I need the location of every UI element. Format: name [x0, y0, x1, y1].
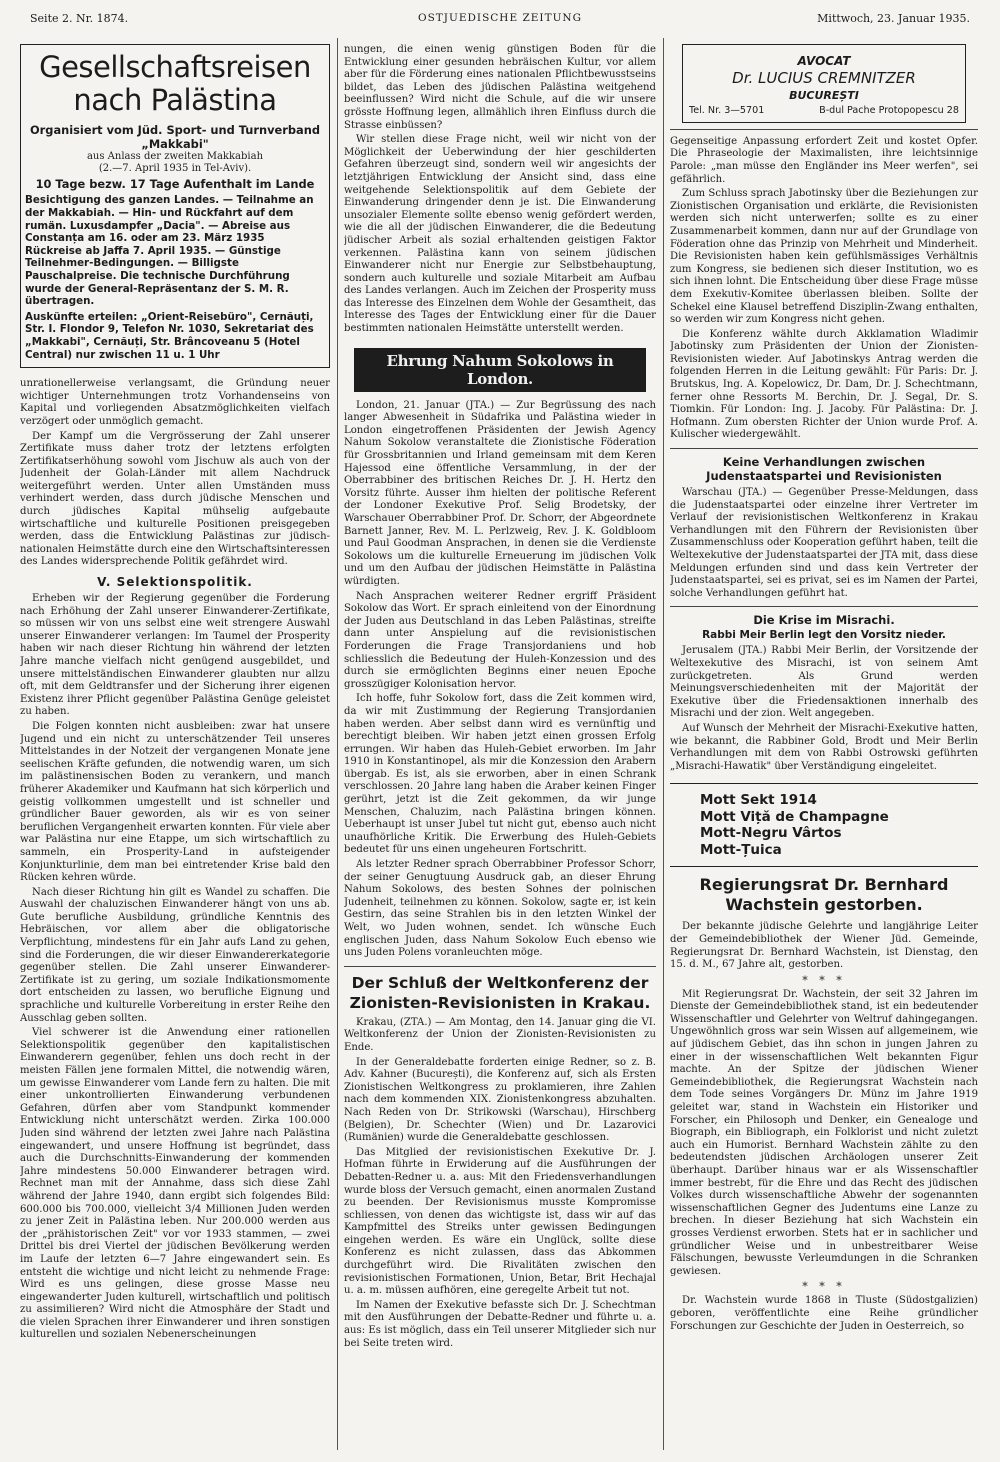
paragraph: Als letzter Redner sprach Oberrabbiner Professor Schorr, der seiner Genugtuung Ausdruck gab, an dieser Ehrung Nahum Sokolows, des besten Sohnes der polnischen Judenheit, teilnehmen zu können. Sokolow, sagte er, ist kein Gestirn, das seine Strahlen bis in den letzten Winkel der Welt, wo Juden wohnen, sendet. Ich wünsche Euch englischen Juden, dass Nahum Sokolow Euch ebenso wie uns Juden Polens voranleuchten möge.: [344, 859, 656, 959]
divider: [344, 966, 656, 967]
paragraph: Im Namen der Exekutive befasste sich Dr. J. Schechtman mit den Ausführungen der Debatte-Redner und führte u. a. aus: Es ist möglich, dass ein Teil unserer Mitglieder sich nur bei Seite treten wird.: [344, 1299, 656, 1349]
ad-lawyer-address: B-dul Pache Protopopescu 28: [819, 104, 959, 116]
ad-occasion: aus Anlass der zweiten Makkabiah: [86, 151, 264, 162]
paragraph: London, 21. Januar (JTA.) — Zur Begrüssung des nach langer Abwesenheit in Südafrika und Palästina wieder in London eingetroffenen Präsidenten der Jewish Agency Nahum Sokolow veranstaltete die Zionistische Föderation für Grossbritannien und Irland gemeinsam mit dem Keren Hajessod eine öffentliche Versammlung, in der der Oberrabbiner des britischen Reiches Dr. J. H. Hertz den Vorsitz führte. Ausser ihm hielten der politische Referent der Londoner Exekutive Prof. Selig Brodetsky, der Warschauer Oberrabbiner Prof. Dr. Schorr, der Abgeordnete Barnett Janner, Rev. M. L. Perlzweig, Rev. J. K. Goldbloom und Paul Goodman Ansprachen, in denen sie die Verdienste Sokolows um die kulturelle Erneuerung im jüdischen Volk und um den Aufbau der jüdischen Heimstätte in Palästina würdigten.: [344, 399, 656, 587]
ad-duration: 10 Tage bezw. 17 Tage Aufenthalt im Lande: [35, 177, 315, 192]
headline-judenstaatspartei: Keine Verhandlungen zwischen Judenstaatspartei und Revisionisten: [706, 455, 942, 484]
paragraph: Dr. Wachstein wurde 1868 in Tluste (Südostgalizien) geboren, veröffentlichte eine Reihe gründlicher Forschungen zur Geschichte der Juden in Oesterreich, so: [670, 1295, 978, 1332]
ad-lawyer-title: AVOCAT: [797, 54, 851, 68]
paragraph: Jerusalem (JTA.) Rabbi Meir Berlin, der Vorsitzende der Weltexekutive des Misrachi, ist von seinem Amt zurückgetreten. Als Grund werden Meinungsverschiedenheiten mit der Majorität der Exekutive über die Friedensaktionen innerhalb des Misrachi und der zion. Welt angegeben.: [670, 645, 978, 720]
issue-date: Mittwoch, 23. Januar 1935.: [817, 12, 970, 25]
paragraph: Wir stellen diese Frage nicht, weil wir nicht von der Möglichkeit der Ueberwindung der hier geschilderten Gefahren überzeugt sind, sondern weil wir angesichts der letztjährigen Entwicklung der Ansicht sind, dass eine weitgehende Selektionspolitik auf dem Gebiete der Einwanderung dringender denn je ist. Die Einwanderung unsozialer Elemente sollte ebenso wenig gefördert werden, wie die all der jüdischen Einwanderer, die die Bedeutung jüdischer Arbeit als sozial erhaltenden geistigen Faktor verkennen. Palästina kann von seinem jüdischen Einwanderer nicht nur Energie zur Selbstbehauptung, sondern auch kulturelle und soziale Mitarbeit am Aufbau des Landes verlangen. Auch im Zeichen der Prosperity muss das Interesse des Einzelnen dem Wohle der Gesamtheit, das Interesse des Tages der Entwicklung einer für die Dauer bestimmten nationalen Heimstätte unterstellt werden.: [344, 134, 656, 335]
travel-advertisement: [20, 44, 330, 368]
headline-sokolow: Ehrung Nahum Sokolows in London.: [354, 348, 646, 392]
paragraph: Viel schwerer ist die Anwendung einer rationellen Selektionspolitik gegenüber den kapitalistischen Einwanderern gegenüber, fehlen uns doch recht in der meisten Fällen jene formalen Mittel, die notwendig wären, um gewisse Einwanderer vom Lande fern zu halten. Die mit einer unkontrollierten Einwanderung verbundenen Gefahren, dürfen aber vom Standpunkt kommender Entwicklung nicht unterschätzt werden. Zirka 100.000 Juden sind während der letzten zwei Jahre nach Palästina eingewandert, und unsere Hoffnung ist begründet, dass auch die Durchschnitts-Einwanderung der kommenden Jahre mindestens 50.000 Einwanderer betragen wird. Rechnet man mit der Annahme, dass sich diese Zahl während der Jahre 1940, dann ergibt sich folgendes Bild: 600.000 bis 700.000, vielleicht 3/4 Millionen Juden werden zu jener Zeit in Palästina leben. Nur 200.000 werden aus der „prähistorischen Zeit" vor vor 1933 stammen, — zwei Drittel bis drei Viertel der jüdischen Bevölkerung werden im Laufe der letzten 6—7 Jahre eingewandert sein. Es entsteht die wichtige und nicht leicht zu nehmende Frage: Wird es uns gelingen, diese grosse Masse neu eingewanderter Juden kulturell, wirtschaftlich und politisch zu assimilieren? Wird nicht die Atmosphäre der Stadt und die vielen Sprachen ihrer Einwanderer und ihren sonstigen kulturellen und sozialen Nebenerscheinungen: [20, 1027, 330, 1341]
paragraph: Zum Schluss sprach Jabotinsky über die Beziehungen zur Zionistischen Organisation und erklärte, die Revisionisten werden sich nicht unterwerfen; sollte es zu einer Zusammenarbeit kommen, dann nur auf der Grundlage von Föderation ohne das Prinzip von Mehrheit und Minderheit. Die Revisionisten haben kein gefühlsmässiges Verhältnis zum Kongress, sie bedienen sich dieser Institution, wo es sich ihnen lohnt. Die Entscheidung über diese Frage müsse dem Exekutiv-Komitee überlassen bleiben. Sollte der Schekel eine Klausel betreffend Disziplin-Zwang enthalten, so werden wir zum Kongress nicht gehen.: [670, 188, 978, 326]
column-divider: [337, 38, 338, 1450]
ad-wine-line: Mott Viță de Champagne: [700, 808, 889, 825]
subheadline-misrachi: Rabbi Meir Berlin legt den Vorsitz nieder.: [702, 629, 946, 642]
paragraph: In der Generaldebatte forderten einige Redner, so z. B. Adv. Kahner (București), die Konferenz auf, sich als Ersten Zionistischen Weltkongress zu proklamieren, ihre Zahlen nach dem kommenden XIX. Zionistenkongress abzuhalten. Nach Reden von Dr. Strikowski (Warschau), Hirschberg (Belgien), Dr. Schechter (Wien) und Dr. Lazarovici (Rumänien) wurde die Generaldebatte geschlossen.: [344, 1056, 656, 1144]
paragraph: Krakau, (ZTA.) — Am Montag, den 14. Januar ging die VI. Weltkonferenz der Union der Zionisten-Revisionisten zu Ende.: [344, 1016, 656, 1053]
paragraph: Nach Ansprachen weiterer Redner ergriff Präsident Sokolow das Wort. Er sprach einleitend von der Einordnung der Juden aus Deutschland in das Leben Palästinas, streifte dann unter Anspielung auf die revisionistischen Forderungen die Frage Transjordaniens und hob schliesslich die Bedeutung der Huleh-Konzession und des durch sie ermöglichten Beginns einer neuen Epoche grosszügiger Kolonisation hervor.: [344, 590, 656, 690]
column-2: [344, 44, 656, 1454]
paragraph: Die Konferenz wählte durch Akklamation Wladimir Jabotinsky zum Präsidenten der Union der Zionisten-Revisionisten wieder. Auf Jabotinskys Antrag werden die folgenden Herren in die Leitung gewählt: Für Paris: Dr. J. Brutskus, Ing. A. Kopelowicz, Dr. Dam, Dr. J. Schechtmann, ferner ohne Ressorts M. Berchin, Dr. J. Segal, Dr. S. Tiomkin. Für London: Ing. J. Jacoby. Für Palästina: Dr. J. Hofmann. Zum obersten Richter der Union wurde Prof. A. Kulischer wiedergewählt.: [670, 328, 978, 441]
ad-contact: Auskünfte erteilen: „Orient-Reisebüro", Cernăuți, Str. I. Flondor 9, Telefon Nr. 1030, Sekretariat des „Makkabi", Cernăuți, Str. Brâncoveanu 5 (Hotel Central) nur zwischen 11 u. 1 Uhr: [25, 310, 314, 361]
paragraph: Gegenseitige Anpassung erfordert Zeit und kostet Opfer. Die Phraseologie der Maximalisten, ihre leichtsinnige Parole: „man müsse den Engländer ins Meer werfen", sei gefährlich.: [670, 135, 978, 185]
lawyer-advertisement: [682, 44, 966, 123]
paragraph: Ich hoffe, fuhr Sokolow fort, dass die Zeit kommen wird, da wir mit Zustimmung der Regierung Transjordanien haben werden. Aber selbst dann wird es vernünftig und berechtigt bleiben. Wir haben jetzt einen grossen Erfolg errungen. Wir haben das Huleh-Gebiet erworben. Im Jahr 1910 in Konstantinopel, als mir die Konzession den Arabern übergab. Es ist, als sie erworben, aber in einen Schrank verschlossen. 20 Jahre lang haben die Araber keinen Finger gerührt, jetzt ist die Zeit gekommen, da wir junge Menschen, Chaluzim, nach Palästina bringen können. Ueberhaupt ist unser Jubel tut nicht gut, ebenso auch nicht unaufhörliche Kritik. Die Erwerbung des Huleh-Gebiets bedeutet für uns einen ungeheuren Fortschritt.: [344, 693, 656, 856]
ad-wine-line: Mott-Negru Vârtos: [700, 825, 842, 842]
headline-misrachi: Die Krise im Misrachi.: [753, 613, 895, 628]
page-number: Seite 2. Nr. 1874.: [30, 12, 129, 25]
paragraph: Erheben wir der Regierung gegenüber die Forderung nach Erhöhung der Zahl unserer Einwanderer-Zertifikate, so müssen wir von uns selbst eine weit strengere Auswahl unserer Einwanderer verlangen: Im Taumel der Prosperity haben wir nach dieser Richtung hin während der letzten Jahre manche vielfach nicht genügend ausgebildet, und unsere mittelständischen Einwanderer glaubten nur allzu oft, mit dem Geldtransfer und der Sicherung ihrer eigenen Existenz ihrer Pflicht gegenüber Palästina Genüge geleistet zu haben.: [20, 593, 330, 718]
ad-lawyer-city: BUCUREȘTI: [789, 89, 859, 103]
ad-dates: (2.—7. April 1935 in Tel-Aviv).: [98, 163, 252, 175]
separator-stars: * * *: [802, 973, 846, 987]
ad-details: Besichtigung des ganzen Landes. — Teilnahme an der Makkabiah. — Hin- und Rückfahrt auf dem rumän. Luxusdampfer „Dacia". — Abreise aus Constanța am 16. oder am 23. März 1935 Rückreise ab Jaffa 7. April 1935. — Günstige Teilnehmer-Bedingungen. — Billigste Pauschalpreise. Die technische Durchführung wurde der General-Repräsentanz der S. M. R. übertragen.: [25, 194, 314, 308]
ad-wine-line: Mott-Țuica: [700, 841, 782, 858]
paragraph: Mit Regierungsrat Dr. Wachstein, der seit 32 Jahren im Dienste der Gemeindebibliothek stand, ist ein bedeutender Wissenschaftler und Gelehrter von Weltruf dahingegangen. Ungewöhnlich gross war sein Wissen auf allgemeinem, wie auf jüdischem Gebiet, das ihn schon in jungen Jahren zu einer in der wissenschaftlichen Welt bekannten Figur machte. An der Spitze der jüdischen Wiener Gemeindebibliothek, die Regierungsrat Wachstein nach dem Tode seines Vorgängers Dr. Münz im Jahre 1919 geleitet war, stand in Wachstein ein Historiker und Forscher, ein Philosoph und Denker, ein Genealoge und Biograph, ein Bibliograph, ein Folklorist und nicht zuletzt auch ein Humorist. Bernhard Wachstein zählte zu den bedeutendsten jüdischen Archäologen unserer Zeit überhaupt. Darüber hinaus war er als Wissenschaftler immer bestrebt, für die Ehre und das Recht des jüdischen Volkes durch wissenschaftliche Abwehr der sogenannten wissenschaftlichen Gegner des Judentums eine Lanze zu brechen. In dieser Beziehung hat sich Wachstein ein grosses Verdienst erworben. Stets hat er in sachlicher und gründlicher Weise und in unbestreitbarer Weise Fälschungen, bewusste Verleumdungen in die Schranken gewiesen.: [670, 988, 978, 1277]
ad-lawyer-name: Dr. LUCIUS CREMNITZER: [732, 68, 916, 87]
column-3: [670, 44, 978, 1454]
masthead: OSTJUEDISCHE ZEITUNG: [417, 12, 583, 24]
ad-title: Gesellschaftsreisen nach Palästina: [39, 50, 311, 117]
paragraph: unrationellerweise verlangsamt, die Gründung neuer wichtiger Unternehmungen trotz Vorhandenseins von Kapital und vorliegenden Absatzmöglichkeiten vielfach verzögert oder unmöglich gemacht.: [20, 378, 330, 427]
article-selection-policy: [20, 378, 330, 1342]
divider: [670, 129, 978, 130]
headline-weltkonferenz: Der Schluß der Weltkonferenz der Zionisten-Revisionisten in Krakau.: [349, 973, 651, 1012]
ad-wine-line: Mott Sekt 1914: [700, 792, 817, 809]
separator-stars: * * *: [802, 1280, 846, 1294]
section-heading: V. Selektionspolitik.: [97, 575, 253, 590]
paragraph: Die Folgen konnten nicht ausbleiben: zwar hat unsere Jugend und ein nicht zu unterschätzender Teil unseres Mittelstandes in der Notzeit der vergangenen Monate jene seelischen Kräfte gefunden, die notwendig waren, um sich im palästinensischen Boden zu verankern, und manch früherer Akademiker und Kaufmann hat sich körperlich und geistig vollkommen umgestellt und ist schneller und gründlicher Bauer geworden, als wir es von seiner beruflichen Vergangenheit erwarten konnten. Für viele aber war Palästina nur eine Etappe, um sich wirtschaftlich zu sammeln, ein Prosperity-Land in aufsteigender Konjunkturlinie, dem man bei eintretender Krise bald den Rücken kehren würde.: [20, 720, 330, 884]
paragraph: Der bekannte jüdische Gelehrte und langjährige Leiter der Gemeindebibliothek der Wiener Jüd. Gemeinde, Regierungsrat Dr. Bernhard Wachstein, ist Dienstag, den 15. d. M., 67 Jahre alt, gestorben.: [670, 921, 978, 971]
paragraph: Der Kampf um die Vergrösserung der Zahl unserer Zertifikate muss daher trotz der letztens erfolgten Zertifikatserhöhung sowohl vom Jischuw als auch von der Judenheit der Golah-Länder mit allem Nachdruck weitergeführt werden. Unter allen Umständen muss verhindert werden, dass durch jüdische Menschen und durch jüdisches Kapital mühselig aufgebaute wirtschaftliche und kulturelle Positionen preisgegeben werden, dass die Entwicklung Palästinas zur jüdisch-nationalen Heimstätte durch eine den Wirtschaftsinteressen des Landes widersprechende Politik gefährdet wird.: [20, 430, 330, 568]
paragraph: nungen, die einen wenig günstigen Boden für die Entwicklung einer gesunden hebräischen Kultur, vor allem aber für die Förderung eines nationalen Pflichtbewusstseins bildet, das Leben des jüdischen Palästina weitgehend beeinflussen? Wird nicht die Schule, auf die wir unsere grösste Hoffnung legen, allmählich ihren Einfluss durch die Strasse einbüssen?: [344, 44, 656, 131]
ad-organizer: Organisiert vom Jüd. Sport- und Turnverband „Makkabi": [30, 123, 320, 151]
paragraph: Das Mitglied der revisionistischen Exekutive Dr. J. Hofman führte in Erwiderung auf die Ausführungen der Debatten-Redner u. a. aus: Mit den Friedensverhandlungen wurde bloss der Versuch gemacht, einen anormalen Zustand zu beenden. Der Revisionismus musste Kompromisse schliessen, von denen das wichtigste ist, dass wir auf das Kampfmittel des Streiks unter gewissen Bedingungen eingehen werden. Es wäre ein Unglück, sollte diese Konferenz es nicht zulassen, dass das Abkommen durchgeführt wird. Die Rivalitäten zwischen den revisionistischen Formationen, Union, Betar, Brit Hechajal u. a. m. müssen aufhören, eine geregelte Arbeit tut not.: [344, 1146, 656, 1297]
paragraph: Nach dieser Richtung hin gilt es Wandel zu schaffen. Die Auswahl der chaluzischen Einwanderer hängt von uns ab. Gute berufliche Ausbildung, gründliche Kenntnis des Hebräischen, vor allem aber die obligatorische Verpflichtung, mindestens für ein Jahr aufs Land zu gehen, sind die Forderungen, die wir dieser Einwandererkategorie gegenüber stellen. Die Zahl unserer Einwanderer-Zertifikate ist zu gering, um soziale Indikationsmomente dort entscheiden zu lassen, wo berufliche Eignung und sprachliche und kulturelle Vorbereitung in erster Reihe den Ausschlag geben sollten.: [20, 886, 330, 1024]
column-divider: [663, 38, 664, 1450]
ad-lawyer-phone: Tel. Nr. 3—5701: [689, 104, 765, 116]
paragraph: Auf Wunsch der Mehrheit der Misrachi-Exekutive hatten, wie bekannt, die Rabbiner Gold, Brodt und Meir Berlin Verhandlungen mit dem von Rabbi Ostrowski geführten „Misrachi-Hawatik" über Verständigung eingeleitet.: [670, 722, 978, 772]
divider: [670, 448, 978, 449]
divider: [670, 606, 978, 607]
column-1: [20, 44, 330, 1454]
wine-advertisement: [670, 783, 978, 867]
page-header: [30, 12, 970, 32]
headline-wachstein: Regierungsrat Dr. Bernhard Wachstein gestorben.: [699, 875, 949, 915]
paragraph: Warschau (JTA.) — Gegenüber Presse-Meldungen, dass die Judenstaatspartei oder einzelne ihrer Vertreter im Verlauf der revisionistischen Weltkonferenz in Krakau Verhandlungen mit den Führern der Revisionisten über Zusammenschluss oder Kooperation geführt haben, teilt die Weltexekutive der Judenstaatspartei der JTA mit, dass diese Meldungen erfunden sind und dass kein Vertreter der Judenstaatspartei, sei es privat, sei es im Namen der Partei, solche Verhandlungen geführt hat.: [670, 487, 978, 599]
ad-lawyer-contact: [689, 105, 959, 116]
